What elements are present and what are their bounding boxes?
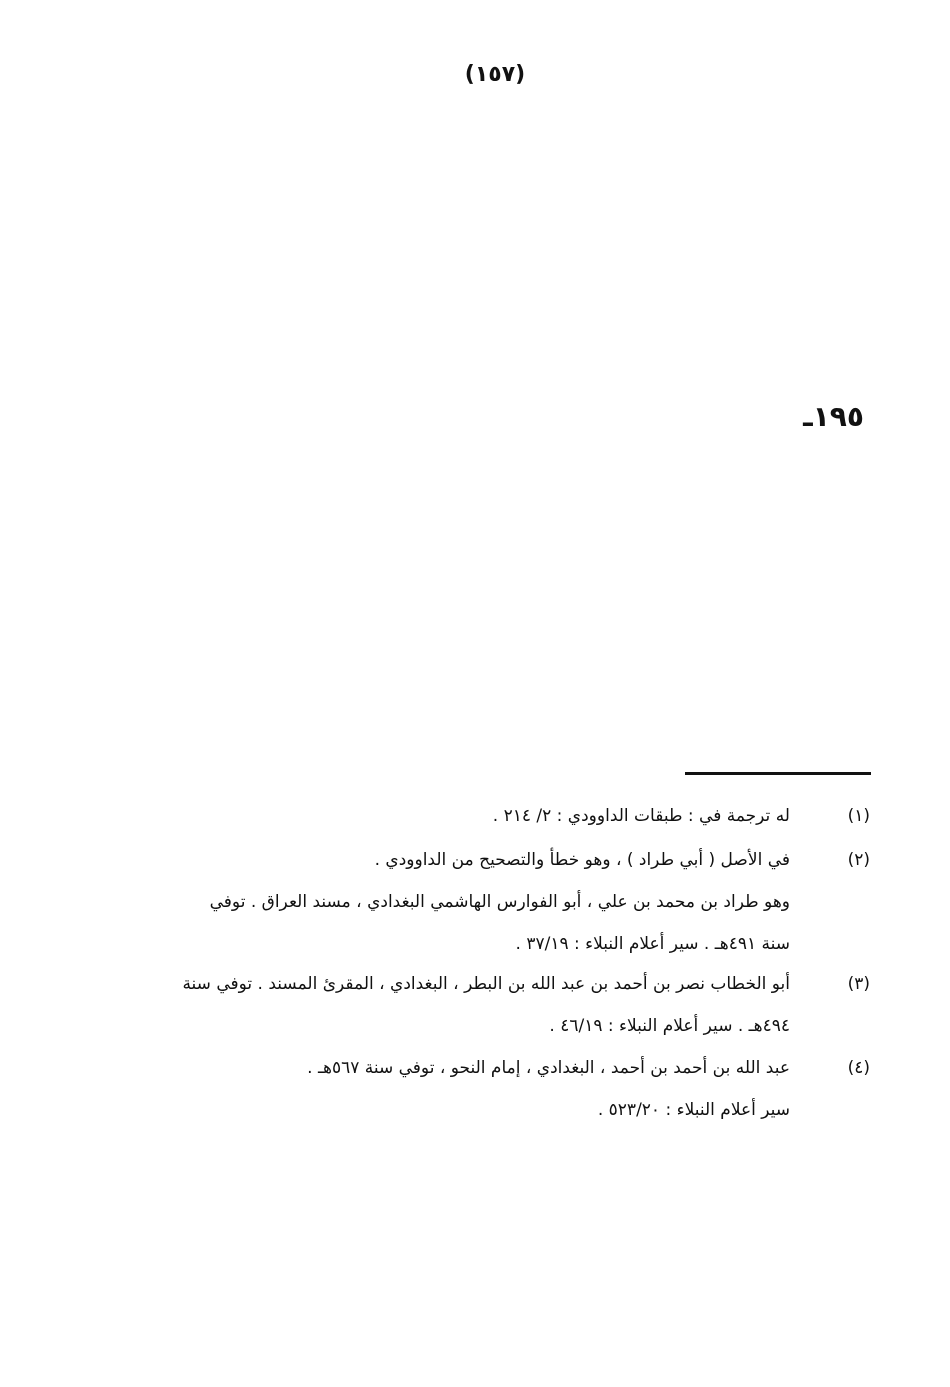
footnote-separator: [685, 772, 871, 775]
footnote-mark: (٢): [847, 850, 870, 870]
footnote-mark: (١): [847, 806, 870, 826]
footnote-mark: (٤): [847, 1058, 870, 1078]
footnote-line: ٤٩٤هـ . سير أعلام النبلاء : ٤٦/١٩ .: [549, 1016, 790, 1036]
entry-number: ١٩٥ـ: [803, 400, 864, 433]
footnote-line: عبد الله بن أحمد بن أحمد ، البغدادي ، إمام النحو ، توفي سنة ٥٦٧هـ .: [307, 1058, 790, 1078]
footnote-line: وهو طراد بن محمد بن علي ، أبو الفوارس الهاشمي البغدادي ، مسند العراق . توفي: [209, 892, 790, 912]
footnote-line: سنة ٤٩١هـ . سير أعلام النبلاء : ٣٧/١٩ .: [515, 934, 790, 954]
footnote-line: له ترجمة في : طبقات الداوودي : ٢/ ٢١٤ .: [492, 806, 790, 826]
footnote-mark: (٣): [847, 974, 870, 994]
page-number: (١٥٧): [464, 62, 526, 87]
footnote-line: سير أعلام النبلاء : ٥٢٣/٢٠ .: [597, 1100, 790, 1120]
footnote-line: في الأصل ( أبي طراد ) ، وهو خطأ والتصحيح من الداوودي .: [374, 850, 790, 870]
footnote-line: أبو الخطاب نصر بن أحمد بن عبد الله بن البطر ، البغدادي ، المقرئ المسند . توفي سنة: [182, 974, 790, 994]
